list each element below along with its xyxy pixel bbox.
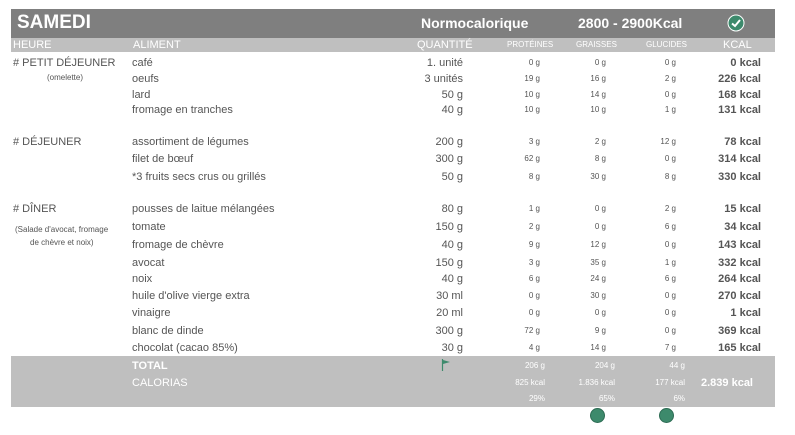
graisses-status-dot (590, 408, 605, 423)
food-proteines: 72 g (524, 326, 540, 335)
food-proteines: 0 g (528, 58, 540, 67)
kcal-range: 2800 - 2900Kcal (578, 15, 683, 31)
total-glucides-kcal: 177 kcal (655, 378, 685, 387)
food-proteines: 0 g (528, 291, 540, 300)
food-proteines: 62 g (524, 154, 540, 163)
food-glucides: 0 g (664, 58, 676, 67)
food-graisses: 10 g (590, 105, 606, 114)
total-glucides-g: 44 g (669, 361, 685, 370)
food-graisses: 0 g (594, 204, 606, 213)
food-name: filet de bœuf (132, 153, 194, 165)
food-graisses: 24 g (590, 274, 606, 283)
food-glucides: 0 g (664, 240, 676, 249)
col-proteines: PROTÉINES (507, 40, 554, 49)
food-quantity: 80 g (441, 203, 463, 215)
col-aliment: ALIMENT (133, 39, 181, 51)
food-glucides: 1 g (664, 105, 676, 114)
food-glucides: 0 g (664, 90, 676, 99)
total-proteines-pct: 29% (528, 394, 545, 403)
meal-breakfast-title: # PETIT DÉJEUNER (13, 57, 116, 69)
food-graisses: 0 g (594, 58, 606, 67)
food-kcal: 314 kcal (718, 153, 761, 165)
total-graisses-pct: 65% (598, 394, 615, 403)
food-quantity: 40 g (441, 273, 463, 285)
food-kcal: 226 kcal (718, 73, 761, 85)
food-quantity: 40 g (441, 239, 463, 251)
food-name: huile d'olive vierge extra (132, 290, 250, 302)
food-glucides: 7 g (664, 343, 676, 352)
col-quantite: QUANTITÉ (417, 39, 473, 51)
food-graisses: 30 g (590, 291, 606, 300)
food-quantity: 150 g (435, 257, 463, 269)
day-title: SAMEDI (17, 12, 91, 33)
food-name: lard (132, 89, 151, 101)
food-glucides: 0 g (664, 291, 676, 300)
food-kcal: 369 kcal (718, 325, 761, 337)
food-proteines: 3 g (528, 258, 540, 267)
diet-type: Normocalorique (421, 15, 529, 31)
food-name: avocat (132, 257, 165, 269)
total-graisses-kcal: 1.836 kcal (578, 378, 615, 387)
food-quantity: 50 g (441, 171, 463, 183)
glucides-status-dot (659, 408, 674, 423)
food-kcal: 143 kcal (718, 239, 761, 251)
food-proteines: 8 g (528, 172, 540, 181)
total-proteines-g: 206 g (524, 361, 545, 370)
food-name: chocolat (cacao 85%) (132, 342, 238, 354)
food-proteines: 6 g (528, 274, 540, 283)
food-proteines: 0 g (528, 308, 540, 317)
food-glucides: 6 g (664, 222, 676, 231)
food-graisses: 2 g (594, 137, 606, 146)
food-quantity: 300 g (435, 153, 463, 165)
total-label: TOTAL (132, 360, 168, 372)
food-proteines: 4 g (528, 343, 540, 352)
food-proteines: 1 g (528, 204, 540, 213)
food-name: tomate (132, 221, 166, 233)
total-glucides-pct: 6% (673, 394, 685, 403)
food-glucides: 12 g (660, 137, 676, 146)
grand-total-kcal: 2.839 kcal (701, 377, 753, 389)
meal-dinner-title: # DÎNER (13, 203, 57, 215)
food-quantity: 30 ml (436, 290, 463, 302)
food-kcal: 264 kcal (718, 273, 761, 285)
food-kcal: 1 kcal (730, 307, 761, 319)
food-graisses: 9 g (594, 326, 606, 335)
food-quantity: 200 g (435, 136, 463, 148)
food-name: oeufs (132, 73, 159, 85)
food-name: café (132, 57, 153, 69)
food-name: blanc de dinde (132, 325, 204, 337)
food-graisses: 8 g (594, 154, 606, 163)
food-graisses: 16 g (590, 74, 606, 83)
food-quantity: 150 g (435, 221, 463, 233)
food-proteines: 10 g (524, 90, 540, 99)
food-glucides: 2 g (664, 74, 676, 83)
food-glucides: 1 g (664, 258, 676, 267)
food-quantity: 30 g (441, 342, 463, 354)
food-proteines: 3 g (528, 137, 540, 146)
col-heure: HEURE (13, 39, 52, 51)
food-name: noix (132, 273, 153, 285)
food-name: fromage de chèvre (132, 239, 224, 251)
meal-breakfast-note: (omelette) (47, 73, 84, 82)
totals-block (11, 356, 775, 407)
col-graisses: GRAISSES (576, 40, 617, 49)
food-glucides: 8 g (664, 172, 676, 181)
column-header (11, 38, 775, 52)
meal-dinner-note: de chèvre et noix) (30, 238, 94, 247)
col-glucides: GLUCIDES (646, 40, 687, 49)
food-kcal: 15 kcal (724, 203, 761, 215)
food-kcal: 0 kcal (730, 57, 761, 69)
food-name: pousses de laitue mélangées (132, 203, 275, 215)
food-glucides: 2 g (664, 204, 676, 213)
meal-lunch-title: # DÉJEUNER (13, 136, 82, 148)
food-kcal: 330 kcal (718, 171, 761, 183)
food-name: fromage en tranches (132, 104, 233, 116)
food-glucides: 0 g (664, 308, 676, 317)
food-quantity: 300 g (435, 325, 463, 337)
food-glucides: 0 g (664, 154, 676, 163)
food-glucides: 0 g (664, 326, 676, 335)
food-kcal: 78 kcal (724, 136, 761, 148)
food-kcal: 332 kcal (718, 257, 761, 269)
food-proteines: 2 g (528, 222, 540, 231)
food-graisses: 0 g (594, 222, 606, 231)
food-graisses: 14 g (590, 90, 606, 99)
food-graisses: 14 g (590, 343, 606, 352)
food-name: vinaigre (132, 307, 171, 319)
title-bar (11, 9, 775, 38)
food-quantity: 40 g (441, 104, 463, 116)
food-glucides: 6 g (664, 274, 676, 283)
food-name: assortiment de légumes (132, 136, 249, 148)
flag-icon (441, 359, 451, 371)
meal-dinner-note: (Salade d'avocat, fromage (15, 225, 109, 234)
total-proteines-kcal: 825 kcal (515, 378, 545, 387)
food-proteines: 19 g (524, 74, 540, 83)
food-kcal: 165 kcal (718, 342, 761, 354)
food-proteines: 9 g (528, 240, 540, 249)
total-graisses-g: 204 g (594, 361, 615, 370)
food-graisses: 0 g (594, 308, 606, 317)
food-graisses: 30 g (590, 172, 606, 181)
food-kcal: 131 kcal (718, 104, 761, 116)
food-graisses: 12 g (590, 240, 606, 249)
calorias-label: CALORIAS (132, 377, 188, 389)
food-quantity: 50 g (441, 89, 463, 101)
food-quantity: 1. unité (426, 57, 463, 69)
food-kcal: 34 kcal (724, 221, 761, 233)
food-quantity: 20 ml (436, 307, 463, 319)
food-name: *3 fruits secs crus ou grillés (132, 171, 266, 183)
food-graisses: 35 g (590, 258, 606, 267)
food-proteines: 10 g (524, 105, 540, 114)
food-kcal: 168 kcal (718, 89, 761, 101)
food-quantity: 3 unités (424, 73, 463, 85)
check-icon (727, 14, 745, 32)
food-kcal: 270 kcal (718, 290, 761, 302)
col-kcal: KCAL (723, 39, 752, 51)
